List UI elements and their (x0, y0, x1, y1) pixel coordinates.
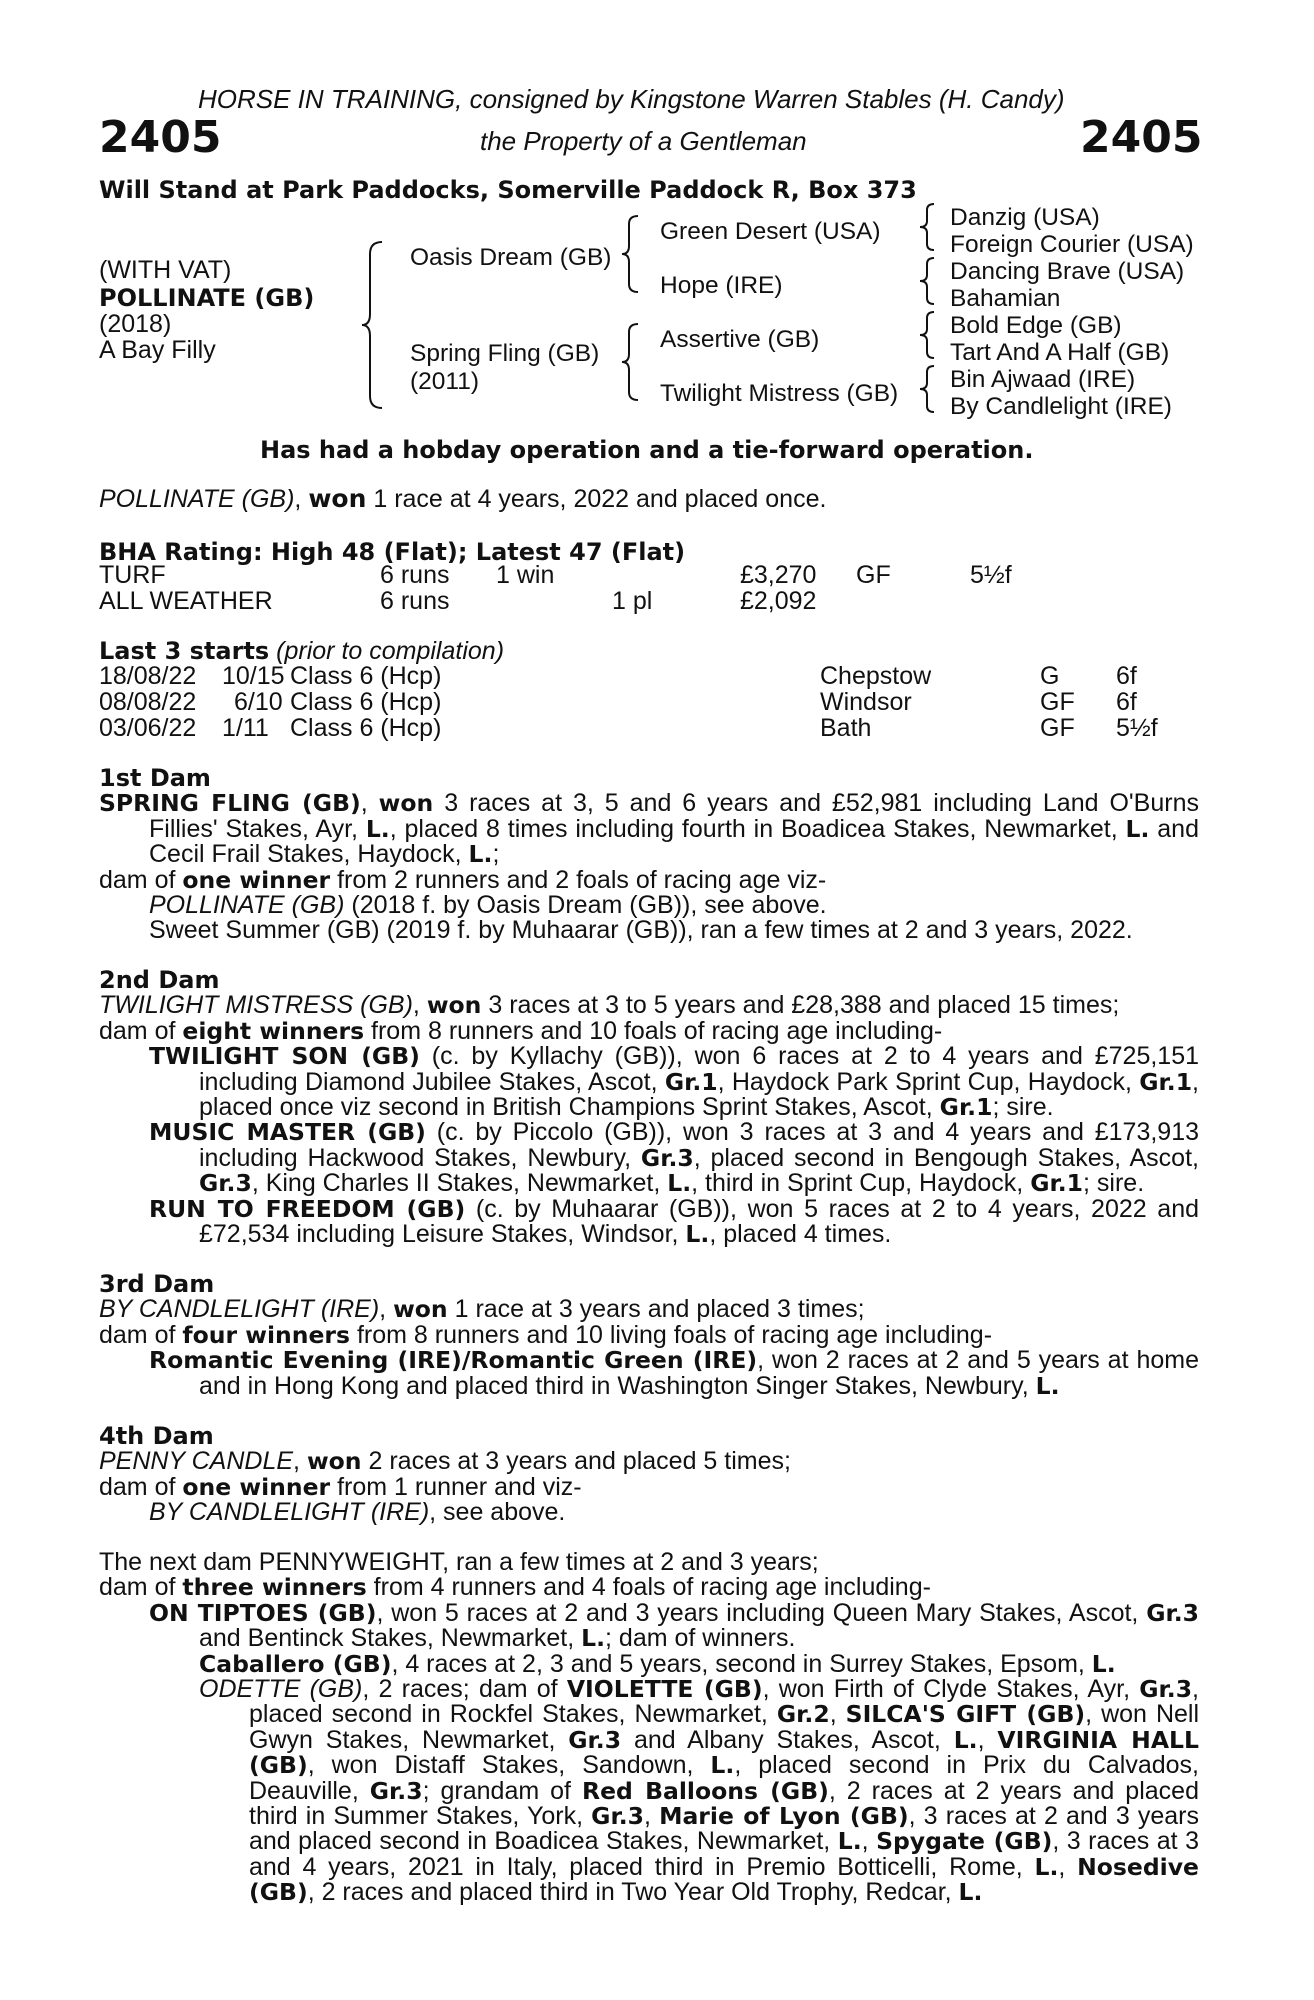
start-position: 6/10 (234, 688, 283, 716)
listed-label: L. (468, 840, 493, 869)
ped-dds: Bin Ajwaad (IRE) (950, 366, 1136, 393)
text: 1 race at 3 years and placed 3 times; (447, 1295, 865, 1324)
text: ; sire. (1083, 1169, 1145, 1198)
text: dam of (99, 1016, 183, 1045)
fourth-dam-section: 4th Dam PENNY CANDLE, won 2 races at 3 years and placed 5 times; dam of one winner from 1 runner and viz- BY CANDLELIGHT (IRE), see above. (99, 1422, 791, 1527)
progeny-name: SILCA'S GIFT (GB) (845, 1700, 1086, 1729)
bha-row-runs: 6 runs (380, 587, 450, 615)
ped-sdd: Bahamian (950, 285, 1061, 312)
text: from 8 runners and 10 foals of racing age including- (364, 1016, 943, 1045)
last-starts-heading (99, 639, 504, 665)
start-going: G (1040, 662, 1060, 690)
group-label: Gr.1 (939, 1093, 993, 1122)
text: from 8 runners and 10 living foals of racing age including- (350, 1320, 993, 1349)
text: , 2 races at 2 years and placed third in Summer Stakes, York, (249, 1776, 1199, 1831)
listed-label: L. (953, 1725, 978, 1754)
winners-count: four winners (182, 1320, 350, 1349)
text: 3 races at 3, 5 and 6 years and £52,981 including Land O'Burns Fillies' Stakes, Ayr, (149, 789, 1199, 843)
text: and Cecil Frail Stakes, Haydock, (149, 814, 1199, 869)
pedigree-brace-ds (918, 310, 942, 360)
text: , placed 8 times including fourth in Boadicea Stakes, Newmarket, (389, 814, 1126, 843)
text: dam of (99, 865, 183, 894)
dam-name: SPRING FLING (GB) (99, 789, 361, 818)
text: and Bentinck Stakes, Newmarket, (199, 1624, 582, 1653)
dam-name: PENNY CANDLE (99, 1447, 294, 1476)
listed-label: L. (1034, 1852, 1059, 1881)
text: , (861, 1827, 877, 1856)
pedigree-brace-dd (918, 364, 942, 414)
next-dam-section (99, 1550, 1199, 1906)
sire-name: Oasis Dream (GB) (410, 244, 612, 271)
dam-year: (2011) (410, 368, 480, 395)
text: dam of (99, 1573, 183, 1602)
progeny-name: ODETTE (GB) (199, 1675, 363, 1704)
bha-row-dist: 5½f (970, 561, 1012, 589)
listed-label: L. (581, 1624, 606, 1653)
pedigree-brace-sire (620, 214, 650, 294)
group-label: Gr.3 (591, 1802, 644, 1831)
text: , (1058, 1852, 1078, 1881)
ped-ddd: By Candlelight (IRE) (950, 393, 1172, 420)
text: , won Distaff Stakes, Sandown, (307, 1751, 711, 1780)
section-heading: 2nd Dam (99, 966, 220, 994)
start-class: Class 6 (Hcp) (290, 714, 442, 742)
text: dam of (99, 1472, 183, 1501)
property-line: the Property of a Gentleman (480, 126, 807, 156)
text: , placed second in Prix du Calvados, Deauville, (249, 1751, 1199, 1805)
lot-number-left: 2405 (99, 112, 222, 163)
bha-row-surface: TURF (99, 561, 166, 589)
text: ; grandam of (422, 1776, 582, 1805)
progeny-name: Nosedive (GB) (249, 1852, 1199, 1907)
bha-row-runs: 6 runs (380, 561, 450, 589)
text: (c. by Piccolo (GB)), won 3 races at 3 and 4 years and £173,913 including Hackwood Stakes, Newbury, (199, 1118, 1200, 1172)
pedigree-brace-dam (620, 322, 650, 402)
progeny-name: Caballero (GB) (199, 1649, 392, 1678)
ped-dsd: Tart And A Half (GB) (950, 339, 1170, 366)
text: , 3 races at 2 and 3 years and placed second in Boadicea Stakes, Newmarket, (249, 1802, 1199, 1856)
text: , 2 races and placed third in Two Year Old Trophy, Redcar, (307, 1878, 959, 1907)
listed-label: L. (1091, 1649, 1116, 1678)
group-label: Gr.1 (1139, 1067, 1193, 1096)
second-dam-section: 2nd Dam TWILIGHT MISTRESS (GB), won 3 races at 3 to 5 years and £28,388 and placed 15 times; dam of eight winners from 8 runners and 10 foals of racing age including- TWILIGHT SON (GB) (c. by Kyllachy (GB)), won 6 races at 2 to 4 years and £725,151 including Diamond Jubilee Stakes, Ascot, Gr.1, Haydock Park Sprint Cup, Haydock, Gr.1, placed once viz second in British Champions Sprint Stakes, Ascot, Gr.1; sire. MUSIC MASTER (GB) (c. by Piccolo (GB)), won 3 races at 3 and 4 years and £173,913 including Hackwood Stakes, Newbury, Gr.3, placed second in Bengough Stakes, Ascot, Gr.3, King Charles II Stakes, Newmarket, L., third in Sprint Cup, Haydock, Gr.1; sire. RUN TO FREEDOM (GB) (c. by Muhaarar (GB)), won 5 races at 2 to 4 years, 2022 and £72,534 including Leisure Stakes, Windsor, L., placed 4 times. (99, 966, 1200, 1249)
text: , won 2 races at 2 and 5 years at home and in Hong Kong and placed third in Washington Singer Stakes, Newbury, (199, 1346, 1199, 1400)
progeny-name: VIOLETTE (GB) (566, 1675, 763, 1704)
text: from 4 runners and 4 foals of racing age including- (366, 1573, 931, 1602)
start-position: 10/15 (222, 662, 285, 690)
start-distance: 6f (1116, 688, 1137, 716)
ped-dss: Bold Edge (GB) (950, 312, 1122, 339)
group-label: Gr.2 (776, 1700, 830, 1729)
sire-dam: Hope (IRE) (660, 272, 783, 299)
last-starts-note: (prior to compilation) (276, 637, 505, 665)
horse-year: (2018) (99, 310, 172, 338)
pedigree-brace-main (360, 240, 400, 410)
dam-dam: Twilight Mistress (GB) (660, 380, 899, 407)
progeny-line: Sweet Summer (GB) (2019 f. by Muhaarar (GB)), ran a few times at 2 and 3 years, 2022. (149, 916, 1133, 945)
ped-ssd: Foreign Courier (USA) (950, 231, 1194, 258)
listed-label: L. (685, 1220, 710, 1249)
start-date: 08/08/22 (99, 688, 197, 716)
dam-name: Spring Fling (GB) (410, 340, 600, 367)
text: , won Nell Gwyn Stakes, Newmarket, (249, 1700, 1200, 1754)
text: dam of (99, 1320, 183, 1349)
bha-row-placed: 1 pl (612, 587, 653, 615)
text: , 2 races; dam of (362, 1675, 567, 1704)
bha-row-prize: £3,270 (740, 561, 817, 589)
start-position: 1/11 (222, 714, 269, 742)
progeny-name: VIRGINIA HALL (GB) (249, 1725, 1199, 1780)
pedigree-brace-sd (918, 256, 942, 306)
text: , Haydock Park Sprint Cup, Haydock, (717, 1067, 1140, 1096)
won-label: won (306, 1447, 362, 1476)
listed-label: L. (710, 1751, 735, 1780)
start-date: 03/06/22 (99, 714, 197, 742)
won-label: won (426, 991, 482, 1020)
winners-count: eight winners (182, 1016, 365, 1045)
progeny-name: Spygate (GB) (876, 1827, 1053, 1856)
summary-horse: POLLINATE (GB) (99, 485, 295, 513)
text: and Albany Stakes, Ascot, (621, 1725, 954, 1754)
progeny-name: Red Balloons (GB) (582, 1776, 829, 1805)
bha-row-wins: 1 win (496, 561, 555, 589)
listed-label: L. (1125, 814, 1150, 843)
listed-label: L. (667, 1169, 692, 1198)
vat-label: (WITH VAT) (99, 256, 232, 284)
pedigree-brace-ss (918, 202, 942, 252)
section-heading: 3rd Dam (99, 1270, 215, 1298)
section-heading: 4th Dam (99, 1422, 214, 1450)
text: , placed second in Rockfel Stakes, Newmarket, (249, 1675, 1199, 1729)
text: 3 races at 3 to 5 years and £28,388 and placed 15 times; (481, 991, 1120, 1020)
progeny-name: Marie of Lyon (GB) (659, 1802, 909, 1831)
text: , (977, 1725, 998, 1754)
progeny-name: ON TIPTOES (GB) (149, 1598, 377, 1627)
group-label: Gr.3 (1139, 1675, 1193, 1704)
lot-number-right: 2405 (1080, 112, 1203, 163)
listed-label: L. (958, 1878, 983, 1907)
start-distance: 5½f (1116, 714, 1158, 742)
progeny-name: BY CANDLELIGHT (IRE) (149, 1498, 430, 1527)
summary-rest: 1 race at 4 years, 2022 and placed once. (366, 485, 827, 513)
progeny-name: POLLINATE (GB) (149, 891, 345, 920)
text: , 3 races at 3 and 4 years, 2021 in Italy, placed third in Premio Botticelli, Rome, (249, 1827, 1199, 1881)
group-label: Gr.3 (568, 1725, 622, 1754)
summary-won: won (308, 484, 367, 513)
dam-sire: Assertive (GB) (660, 326, 820, 353)
operation-note: Has had a hobday operation and a tie-forward operation. (260, 436, 1034, 464)
text: , (829, 1700, 846, 1729)
start-course: Bath (820, 714, 872, 742)
progeny-name: Romantic Evening (IRE)/Romantic Green (IRE) (149, 1346, 758, 1375)
first-dam-section: 1st Dam SPRING FLING (GB), won 3 races at 3, 5 and 6 years and £52,981 including Land O'Burns Fillies' Stakes, Ayr, L., placed 8 times including fourth in Boadicea Stakes, Newmarket, L. and Cecil Frail Stakes, Haydock, L.; dam of one winner from 2 runners and 2 foals of racing age viz- POLLINATE (GB) (2018 f. by Oasis Dream (GB)), see above. Sweet Summer (GB) (2019 f. by Muhaarar (GB)), ran a few times at 2 and 3 years, 2022. (99, 764, 1199, 945)
start-course: Chepstow (820, 662, 932, 690)
start-going: GF (1040, 688, 1075, 716)
bha-row-surface: ALL WEATHER (99, 587, 273, 615)
start-going: GF (1040, 714, 1075, 742)
consignment-line: HORSE IN TRAINING, consigned by Kingstone Warren Stables (H. Candy) (198, 84, 1065, 114)
text: , placed second in Bengough Stakes, Ascot, (693, 1143, 1199, 1172)
text: , see above. (429, 1498, 566, 1527)
text: , won 5 races at 2 and 3 years including Queen Mary Stakes, Ascot, (376, 1598, 1147, 1627)
text: (c. by Muhaarar (GB)), won 5 races at 2 to 4 years, 2022 and £72,534 including Leisure Stakes, Windsor, (199, 1194, 1200, 1249)
winners-count: one winner (182, 1472, 331, 1501)
text: ; sire. (992, 1093, 1054, 1122)
winners-count: one winner (182, 865, 331, 894)
sire-sire: Green Desert (USA) (660, 218, 881, 245)
progeny-name: TWILIGHT SON (GB) (149, 1042, 420, 1071)
group-label: Gr.1 (664, 1067, 718, 1096)
ped-sss: Danzig (USA) (950, 204, 1100, 231)
text: from 2 runners and 2 foals of racing age viz- (330, 865, 827, 894)
next-dam-line: The next dam PENNYWEIGHT, ran a few times at 2 and 3 years; (99, 1548, 819, 1576)
winners-count: three winners (182, 1573, 367, 1602)
group-label: Gr.3 (199, 1169, 252, 1198)
start-class: Class 6 (Hcp) (290, 662, 442, 690)
won-label: won (393, 1295, 448, 1324)
text: , King Charles II Stakes, Newmarket, (251, 1169, 668, 1198)
listed-label: L. (1035, 1371, 1060, 1400)
horse-description: A Bay Filly (99, 336, 216, 364)
last-starts-title: Last 3 starts (99, 637, 270, 665)
text: (c. by Kyllachy (GB)), won 6 races at 2 to 4 years and £725,151 including Diamond Jubilee Stakes, Ascot, (199, 1042, 1200, 1096)
progeny-name: RUN TO FREEDOM (GB) (149, 1194, 466, 1223)
start-course: Windsor (820, 688, 912, 716)
stand-line: Will Stand at Park Paddocks, Somerville Paddock R, Box 373 (99, 176, 917, 204)
section-heading: 1st Dam (99, 764, 211, 792)
race-summary: POLLINATE (GB), won 1 race at 4 years, 2022 and placed once. (99, 484, 827, 513)
text: , 4 races at 2, 3 and 5 years, second in Surrey Stakes, Epsom, (391, 1649, 1092, 1678)
start-date: 18/08/22 (99, 662, 197, 690)
horse-name: POLLINATE (GB) (99, 284, 315, 312)
won-label: won (378, 789, 434, 818)
bha-row-going: GF (856, 561, 891, 589)
text: , third in Sprint Cup, Haydock, (691, 1169, 1031, 1198)
text: ; (492, 840, 500, 869)
bha-heading: BHA Rating: High 48 (Flat); Latest 47 (Flat) (99, 538, 686, 566)
text: 2 races at 3 years and placed 5 times; (361, 1447, 791, 1476)
text: , placed once viz second in British Champions Sprint Stakes, Ascot, (199, 1067, 1199, 1122)
listed-label: L. (837, 1827, 862, 1856)
group-label: Gr.1 (1030, 1169, 1084, 1198)
text: from 1 runner and viz- (330, 1472, 582, 1501)
group-label: Gr.3 (640, 1143, 694, 1172)
ped-sds: Dancing Brave (USA) (950, 258, 1185, 285)
group-label: Gr.3 (369, 1776, 423, 1805)
third-dam-section: 3rd Dam BY CANDLELIGHT (IRE), won 1 race at 3 years and placed 3 times; dam of four winners from 8 runners and 10 living foals of racing age including- Romantic Evening (IRE)/Romantic Green (IRE), won 2 races at 2 and 5 years at home and in Hong Kong and placed third in Washington Singer Stakes, Newbury, L. (99, 1270, 1199, 1400)
bha-row-prize: £2,092 (740, 587, 817, 615)
text: , placed 4 times. (709, 1220, 892, 1249)
start-distance: 6f (1116, 662, 1137, 690)
dam-name: TWILIGHT MISTRESS (GB) (99, 991, 413, 1020)
progeny-name: MUSIC MASTER (GB) (149, 1118, 426, 1147)
group-label: Gr.3 (1146, 1598, 1200, 1627)
dam-name: BY CANDLELIGHT (IRE) (99, 1295, 380, 1324)
text: , (643, 1802, 660, 1831)
text: , won Firth of Clyde Stakes, Ayr, (762, 1675, 1140, 1704)
text: (2018 f. by Oasis Dream (GB)), see above. (344, 891, 827, 920)
text: ; dam of winners. (605, 1624, 796, 1653)
start-class: Class 6 (Hcp) (290, 688, 442, 716)
listed-label: L. (365, 814, 390, 843)
